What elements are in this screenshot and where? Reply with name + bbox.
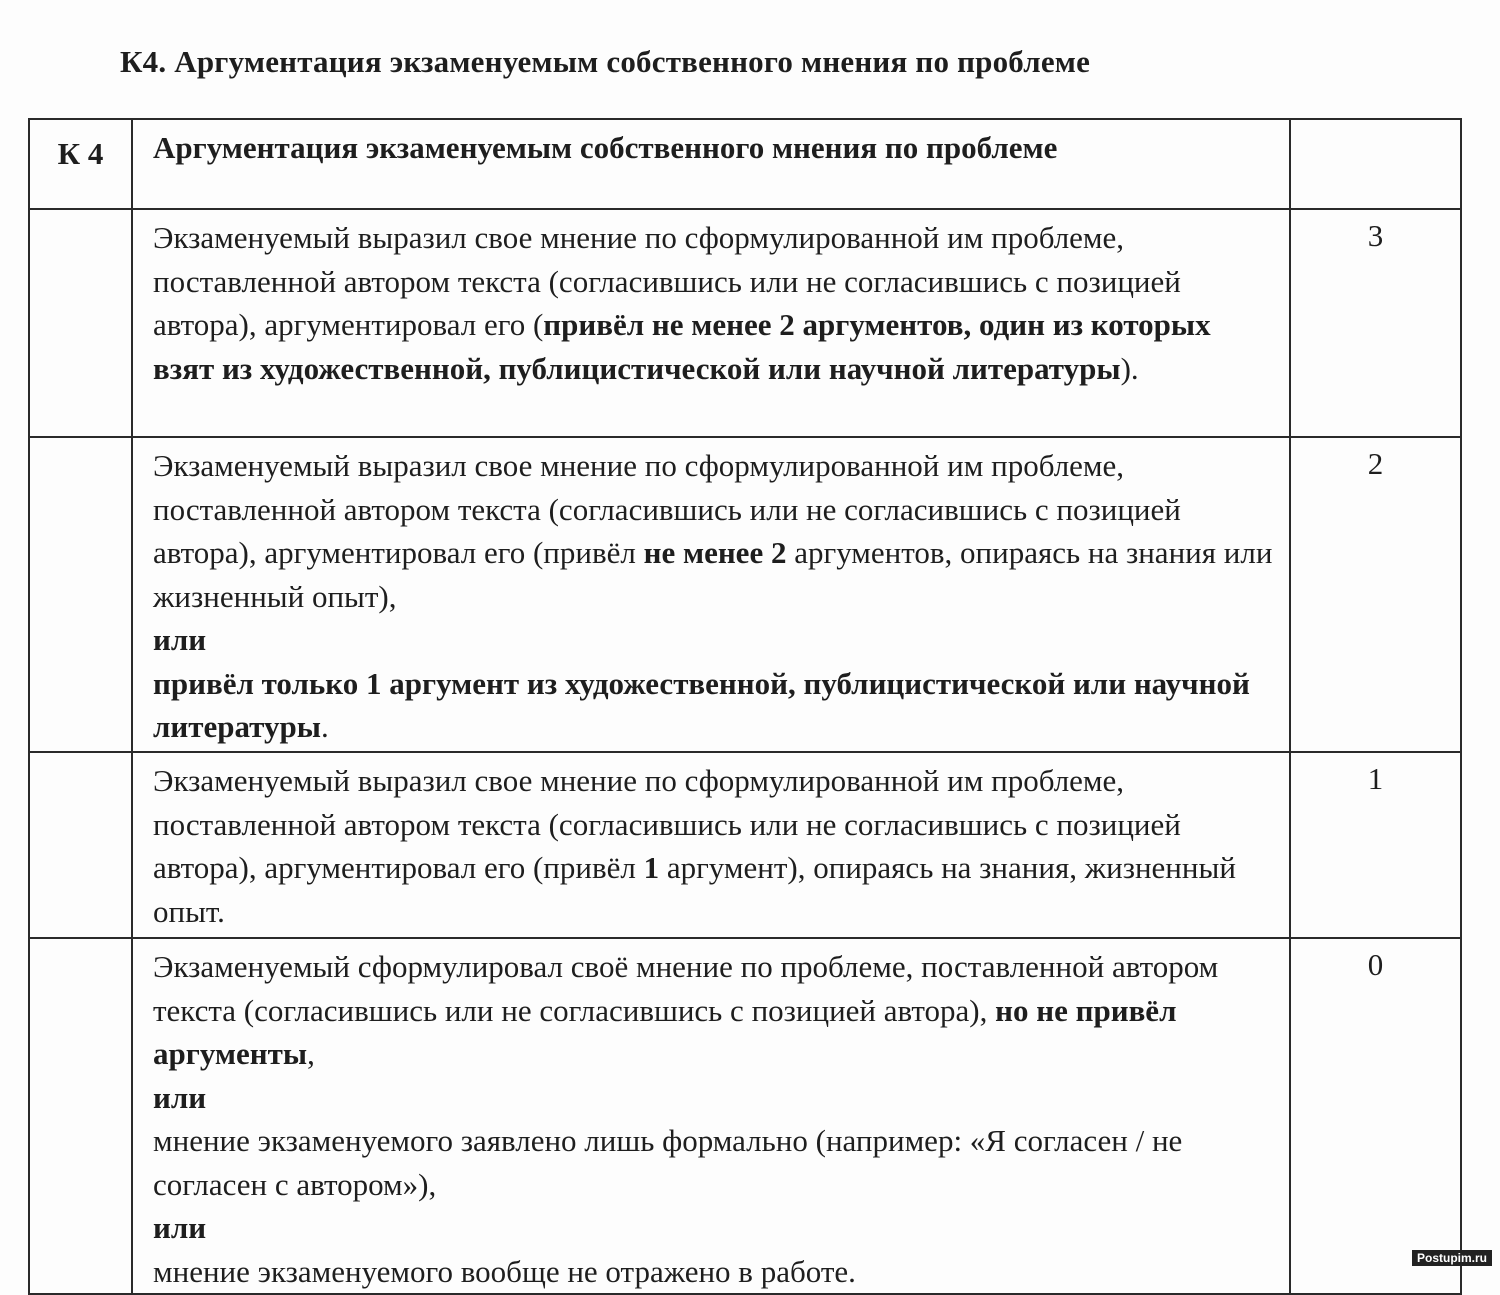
text-run: Экзаменуемый выразил свое мнение по сформулированной им проблеме, поставленной автором текста (согласившись или не согласившись с позицией автора), аргументировал его ( xyxy=(153,220,1181,342)
table-header-row xyxy=(29,119,1461,209)
score-cell: 2 xyxy=(1290,437,1461,752)
bold-text-run: привёл только 1 аргумент из художественной, публицистической или научной литературы xyxy=(153,665,1250,744)
or-separator: или xyxy=(153,622,207,657)
bold-text-run: не менее 2 xyxy=(643,535,787,570)
text-run: аргумент), опираясь на знания, жизненный опыт. xyxy=(153,850,1236,929)
or-separator: или xyxy=(153,1079,207,1115)
description-paragraph xyxy=(153,662,1279,749)
description-paragraph xyxy=(153,945,1279,1076)
description-cell xyxy=(132,938,1290,1294)
text-run: Экзаменуемый выразил свое мнение по сформулированной им проблеме, поставленной автором текста (согласившись или не согласившись с позицией автора), аргументировал его (привёл xyxy=(153,448,1181,570)
score-cell: 3 xyxy=(1290,209,1461,437)
score-header-cell xyxy=(1290,119,1461,209)
text-run: , xyxy=(307,1036,315,1071)
description-cell xyxy=(132,752,1290,938)
site-watermark: Postupim.ru xyxy=(1412,1250,1492,1266)
description-paragraph xyxy=(153,444,1279,618)
criterion-title: Аргументация экзаменуемым собственного мнения по проблеме xyxy=(132,119,1290,209)
table-row xyxy=(29,938,1461,1294)
description-cell xyxy=(132,209,1290,437)
bold-text-run: но не привёл аргументы xyxy=(153,992,1177,1071)
table-row xyxy=(29,437,1461,752)
description-paragraph: мнение экзаменуемого заявлено лишь формально (например: «Я согласен / не согласен с автором»), xyxy=(153,1123,1183,1202)
text-run: . xyxy=(320,709,329,744)
table-row xyxy=(29,209,1461,437)
text-run: Экзаменуемый выразил свое мнение по сформулированной им проблеме, поставленной автором текста (согласившись или не согласившись с позицией автора), аргументировал его (привёл xyxy=(153,763,1181,885)
page-title: К4. Аргументация экзаменуемым собственного мнения по проблеме xyxy=(120,44,1091,79)
description-cell xyxy=(132,437,1290,752)
criterion-code: К 4 xyxy=(29,119,132,209)
description-paragraph xyxy=(153,759,1279,933)
code-cell xyxy=(29,938,132,1294)
code-cell xyxy=(29,752,132,938)
code-cell xyxy=(29,437,132,752)
score-cell: 0 xyxy=(1290,938,1461,1294)
bold-text-run: привёл не менее 2 аргументов, один из которых взят из художественной, публицистической или научной литературы xyxy=(153,307,1211,386)
bold-text-run: 1 xyxy=(643,850,660,885)
or-separator: или xyxy=(153,1210,207,1245)
description-paragraph: мнение экзаменуемого вообще не отражено в работе. xyxy=(153,1253,856,1289)
criteria-table xyxy=(28,118,1462,1295)
text-run: ). xyxy=(1120,350,1139,386)
code-cell xyxy=(29,209,132,437)
text-run: Экзаменуемый сформулировал своё мнение по проблеме, поставленной автором текста (согласившись или не согласившись с позицией автора), xyxy=(153,949,1219,1028)
description-paragraph xyxy=(153,216,1279,390)
text-run: аргументов, опираясь на знания или жизненный опыт), xyxy=(153,535,1273,614)
table-row xyxy=(29,752,1461,938)
score-cell: 1 xyxy=(1290,752,1461,938)
